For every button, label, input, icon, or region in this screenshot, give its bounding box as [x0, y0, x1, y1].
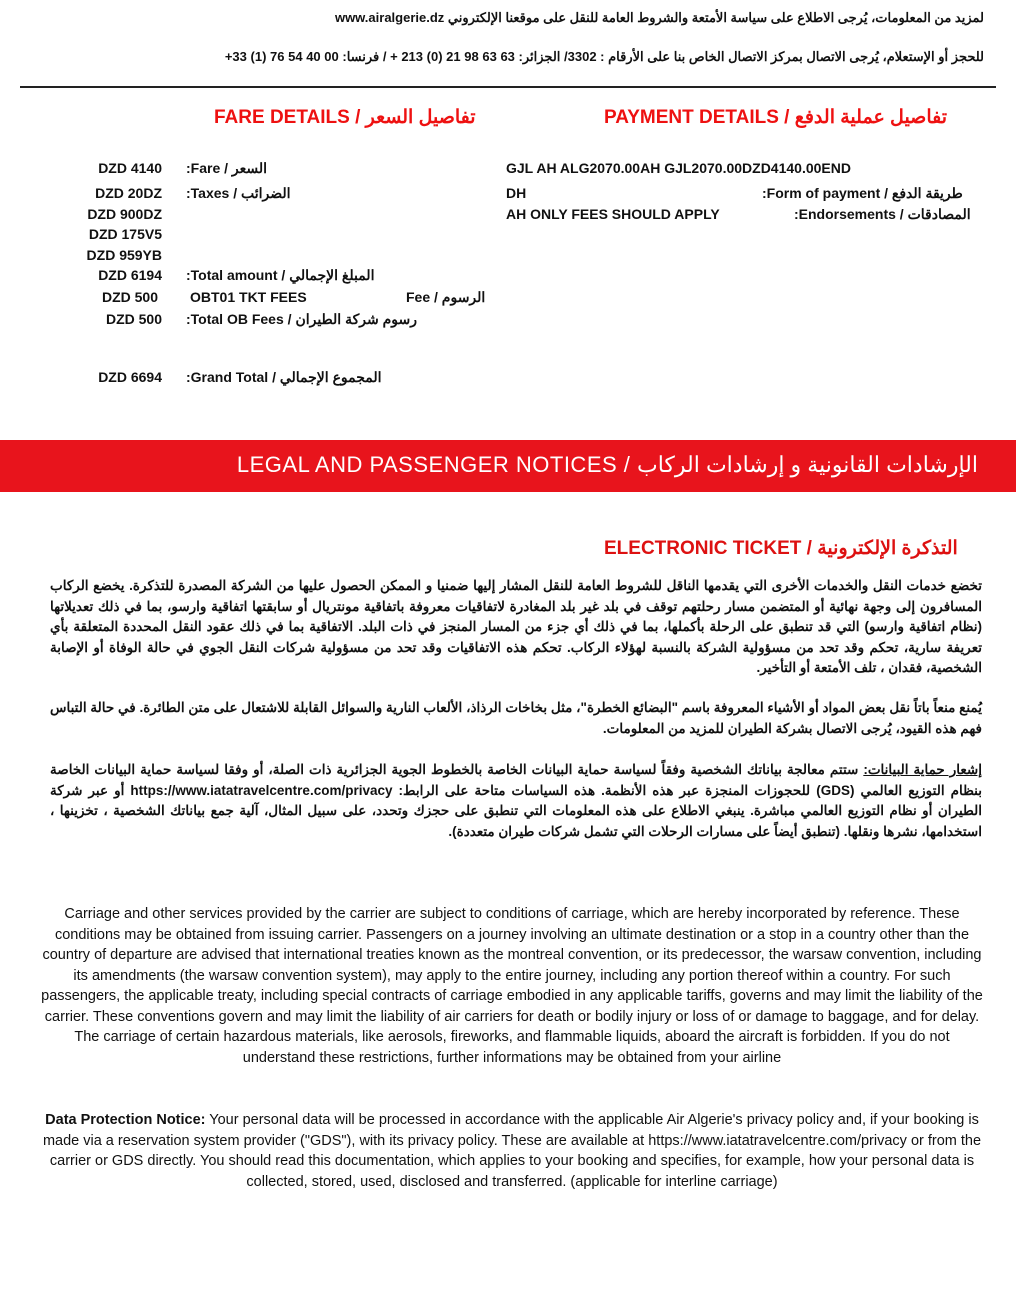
fare-details-title: FARE DETAILS / تفاصيل السعر [214, 107, 476, 128]
tax-amount: DZD 900DZ [87, 206, 162, 222]
taxes-label: :Taxes / الضرائب [186, 185, 291, 201]
arabic-hazard-notice: يُمنع منعاً باتاً نقل بعض المواد أو الأشياء المعروفة باسم "البضائع الخطرة"، مثل بخاخات الرذاذ، الألعاب النارية والسوائل القابلة للاشتعال على متن الطائرة. في حالة التباس فهم هذه القيود، يُرجى الاتصال بشركة الطيران للمزيد من المعلومات. [50, 700, 982, 736]
grand-total-amount: DZD 6694 [98, 369, 162, 385]
notices-band-title: LEGAL AND PASSENGER NOTICES / الإرشادات القانونية و إرشادات الركاب [236, 452, 978, 477]
tax-amount: DZD 959YB [86, 247, 162, 263]
english-data-protection [40, 1110, 984, 1192]
electronic-ticket-title: ELECTRONIC TICKET / التذكرة الإلكترونية [604, 538, 958, 559]
tax-amount: DZD 20DZ [95, 185, 162, 201]
ob-fees-amount: DZD 500 [105, 311, 162, 327]
fee-code: OBT01 TKT FEES [190, 289, 307, 305]
fare-label: :Fare / السعر [186, 160, 268, 176]
arabic-data-protection-text: ستتم معالجة بياناتك الشخصية وفقاً لسياسة حماية البيانات الخاصة بالخطوط الجوية الجزائرية ذات الصلة، أو وفقا لسياسة حماية البيانات الخاصة بنظام التوزيع العالمي (GDS) للحجوزات المنجزة عبر هذه الأنظمة. هذه السياسات متاحة على الرابط: https://www.iatatravelcentre.com/privacy أو عبر شركة الطيران أو نظام التوزيع العالمي مباشرة. ينبغي الاطلاع على هذه المعلومات التي تنطبق على حجزك وتحدد، على سبيل المثال، آلية جمع بياناتك الشخصية ، تخزينها ، استخدامها، نشرها ونقلها. (تنطبق أيضاً على مسارات الرحلات التي تشمل شركات طيران متعددة). [50, 762, 982, 839]
fare-calculation: GJL AH ALG2070.00AH GJL2070.00DZD4140.00END [506, 160, 851, 176]
endorsements-label: :Endorsements / المصادقات [794, 206, 971, 222]
arabic-carriage-notice: تخضع خدمات النقل والخدمات الأخرى التي يقدمها الناقل للشروط العامة للنقل المشار إليها ضمنيا و الممكن الحصول عليها من الشركة المصدرة للتذكرة. يخضع الركاب المسافرون إلى وجهة نهائية أو المتضمن مسار رحلتهم توقف في بلد غير بلد المغادرة لاتفاقيات معروفة باتفاقية مونتريال أو سابقتها اتفاقية وارسو، بما في ذلك تعديلاتها (نظام اتفاقية وارسو) التي قد تنطبق على الرحلة بأكملها، بما في ذلك أي جزء من المسار المنجز في ذات البلد. الاتفاقية بما في ذلك عقود النقل المحددة المتعلقة بأي تعريفة سارية، تحكم وقد تحد من مسؤولية الشركة بالنسبة لهؤلاء الركاب. تحكم هذه الاتفاقيات وقد تحد من مسؤولية شركات النقل الجوي في حالة الوفاة أو الإصابة الشخصية، فقدان ، تلف الأمتعة أو التأخير. [50, 578, 982, 676]
form-of-payment-value: DH [506, 185, 527, 201]
english-carriage-notice: Carriage and other services provided by the carrier are subject to conditions of carriage, which are hereby incorporated by reference. These conditions may be obtained from issuing carrier. Passengers on a journey involving an ultimate destination or a stop in a country other than the country of departure are advised that international treaties known as the montreal convention, or its predecessor, the warsaw convention, including its amendments (the warsaw convention system), may apply to the entire journey, including any portion thereof within a country. For such passengers, the applicable treaty, including special contracts of carriage embodied in any applicable tariffs, governs and may limit the liability of the carrier. These conventions govern and may limit the liability of air carriers for death or bodily injury or loss of or damage to baggage, and for delay. The carriage of certain hazardous materials, like aerosols, fireworks, and flammable liquids, aboard the aircraft is forbidden. If you do not understand these restrictions, further informations may be obtained from your airline [41, 906, 983, 1066]
contact-line: للحجز أو الإستعلام، يُرجى الاتصال بمركز الاتصال الخاص بنا على الأرقام : 3302/ الجزائر: 63 63 98 21 (0) 213 + / فرنسا: 00 40 54 76 (1) 33+ [224, 49, 984, 64]
arabic-data-protection-label: إشعار حماية البيانات: [863, 762, 982, 777]
form-of-payment-label: :Form of payment / طريقة الدفع [762, 185, 963, 201]
header-divider [20, 86, 996, 88]
tax-amount: DZD 175V5 [88, 226, 162, 242]
endorsements-value: AH ONLY FEES SHOULD APPLY [506, 206, 720, 222]
total-amount: DZD 6194 [98, 267, 162, 283]
arabic-data-protection [50, 760, 982, 842]
grand-total-label: :Grand Total / المجموع الإجمالي [186, 369, 382, 385]
ob-fees-label: :Total OB Fees / رسوم شركة الطيران [186, 311, 417, 327]
fee-label: Fee / الرسوم [406, 289, 486, 305]
fare-amount: DZD 4140 [98, 160, 162, 176]
english-data-protection-text: Your personal data will be processed in accordance with the applicable Air Algerie's privacy policy and, if your booking is made via a reservation system provider ("GDS"), with its privacy policy. These are available at https://www.iatatravelcentre.com/privacy or from the carrier or GDS directly. You should read this documentation, which applies to your booking and specifies, for example, how your personal data is collected, stored, used, disclosed and transferred. (applicable for interline carriage) [42, 1112, 982, 1190]
payment-details-title: PAYMENT DETAILS / تفاصيل عملية الدفع [604, 107, 948, 128]
total-amount-label: :Total amount / المبلغ الإجمالي [186, 267, 375, 283]
english-data-protection-label: Data Protection Notice: [45, 1112, 206, 1128]
fee-amount: DZD 500 [101, 289, 158, 305]
info-line: لمزيد من المعلومات، يُرجى الاطلاع على سياسة الأمتعة والشروط العامة للنقل على موقعنا الإلكتروني www.airalgerie.dz [334, 10, 984, 25]
